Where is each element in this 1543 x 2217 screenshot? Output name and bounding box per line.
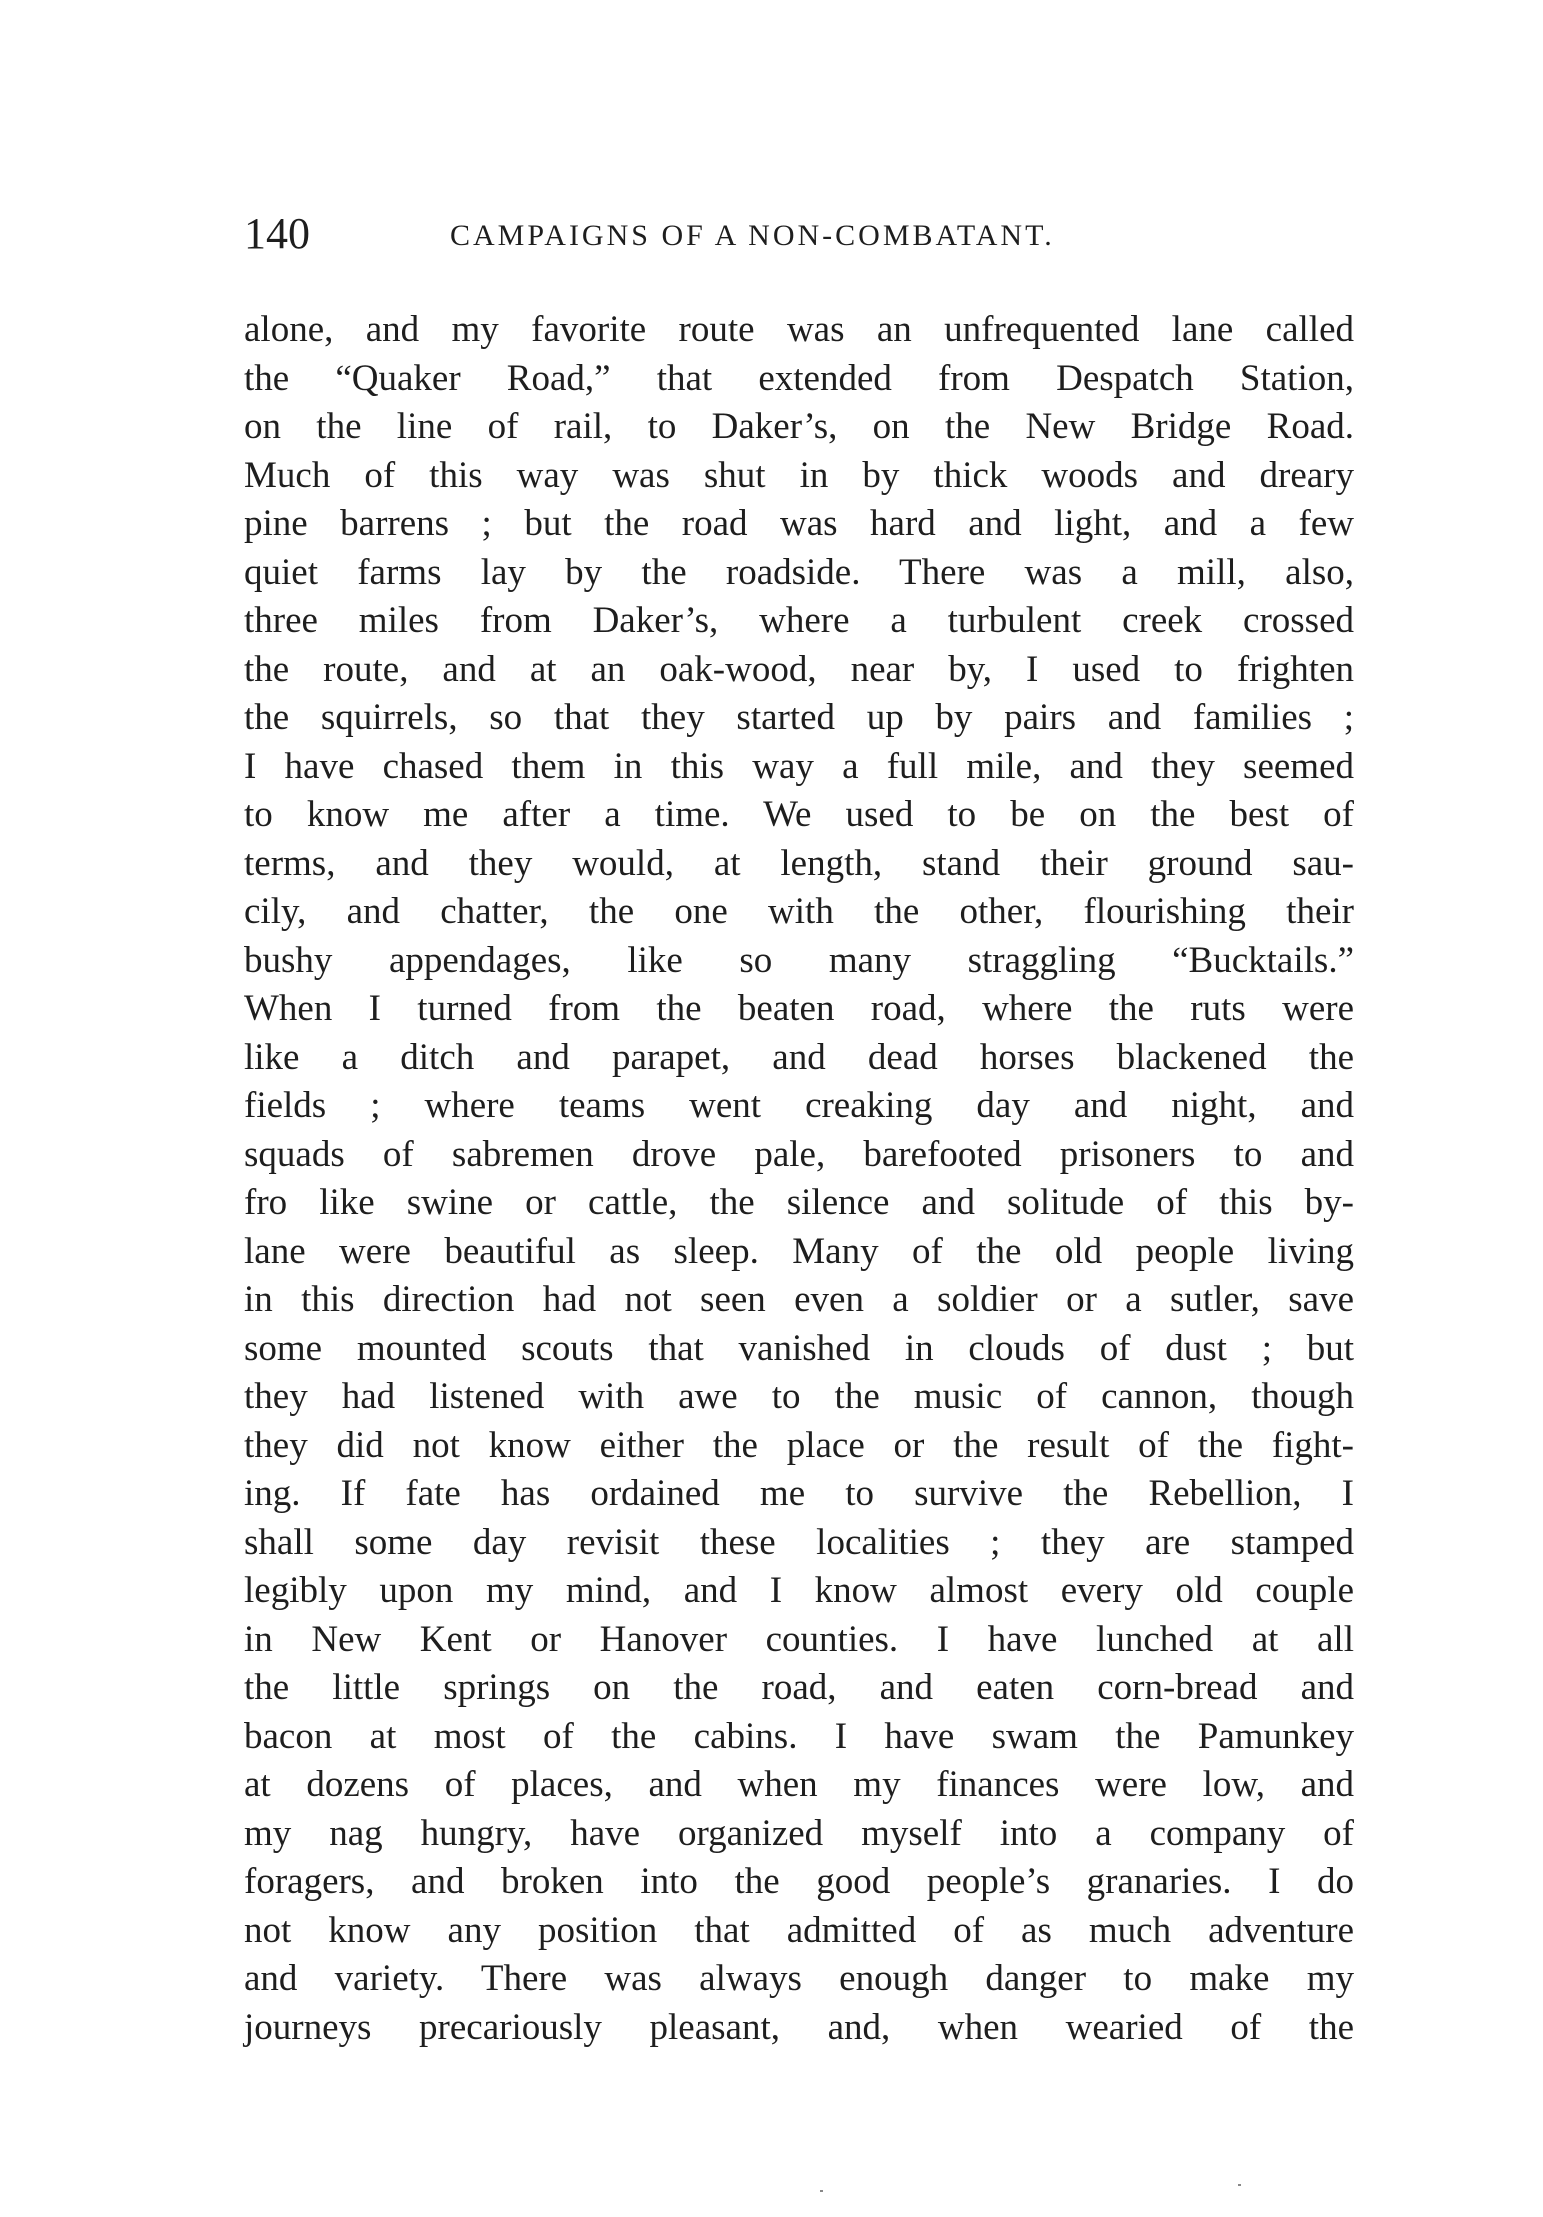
text-line: my nag hungry, have organized myself into a company of	[244, 1812, 1354, 1854]
page-number: 140	[244, 209, 310, 258]
text-line: the squirrels, so that they started up by pairs and families ;	[244, 697, 1354, 738]
text-line: I have chased them in this way a full mile, and they seemed	[244, 745, 1354, 787]
text-line: bacon at most of the cabins. I have swam the Pamunkey	[244, 1715, 1354, 1757]
text-line: like a ditch and parapet, and dead horses blackened the	[244, 1036, 1354, 1078]
text-line: the little springs on the road, and eaten corn-bread and	[244, 1667, 1354, 1708]
text-line: bushy appendages, like so many straggling “Bucktails.”	[244, 939, 1354, 981]
text-line: When I turned from the beaten road, where the ruts were	[244, 988, 1354, 1029]
text-line: lane were beautiful as sleep. Many of the old people living	[244, 1230, 1354, 1272]
text-line: pine barrens ; but the road was hard and light, and a few	[244, 503, 1354, 544]
text-line: journeys precariously pleasant, and, when wearied of the	[244, 2006, 1354, 2048]
text-line: on the line of rail, to Daker’s, on the New Bridge Road.	[244, 406, 1354, 447]
text-line: they did not know either the place or the result of the fight-	[244, 1424, 1354, 1466]
text-line: quiet farms lay by the roadside. There was a mill, also,	[244, 551, 1354, 593]
text-line: in New Kent or Hanover counties. I have lunched at all	[244, 1618, 1354, 1660]
text-line: legibly upon my mind, and I know almost every old couple	[244, 1570, 1354, 1611]
paper-speck	[820, 2190, 823, 2192]
text-line: the route, and at an oak-wood, near by, I used to frighten	[244, 648, 1354, 690]
running-head	[244, 204, 1354, 264]
text-line: ing. If fate has ordained me to survive the Rebellion, I	[244, 1473, 1354, 1514]
text-line: they had listened with awe to the music of cannon, though	[244, 1376, 1354, 1417]
text-line: squads of sabremen drove pale, barefooted prisoners to and	[244, 1133, 1354, 1175]
text-line: at dozens of places, and when my finances were low, and	[244, 1764, 1354, 1805]
text-line: and variety. There was always enough danger to make my	[244, 1958, 1354, 1999]
text-line: to know me after a time. We used to be on the best of	[244, 794, 1354, 835]
text-line: the “Quaker Road,” that extended from Despatch Station,	[244, 357, 1354, 399]
text-line: in this direction had not seen even a soldier or a sutler, save	[244, 1279, 1354, 1320]
text-line: alone, and my favorite route was an unfrequented lane called	[244, 309, 1354, 350]
text-line: fro like swine or cattle, the silence and solitude of this by-	[244, 1182, 1354, 1223]
text-line: not know any position that admitted of as much adventure	[244, 1909, 1354, 1951]
paper-speck	[1238, 2184, 1241, 2186]
body-text	[244, 306, 1354, 2052]
text-line: three miles from Daker’s, where a turbulent creek crossed	[244, 600, 1354, 641]
text-line: cily, and chatter, the one with the other, flourishing their	[244, 891, 1354, 932]
text-line: foragers, and broken into the good people’s granaries. I do	[244, 1861, 1354, 1902]
running-title: CAMPAIGNS OF A NON-COMBATANT.	[450, 219, 1055, 252]
text-line: some mounted scouts that vanished in clouds of dust ; but	[244, 1327, 1354, 1369]
text-line: Much of this way was shut in by thick woods and dreary	[244, 454, 1354, 496]
text-line: terms, and they would, at length, stand their ground sau-	[244, 842, 1354, 884]
text-line: fields ; where teams went creaking day and night, and	[244, 1085, 1354, 1126]
text-line: shall some day revisit these localities ; they are stamped	[244, 1521, 1354, 1563]
